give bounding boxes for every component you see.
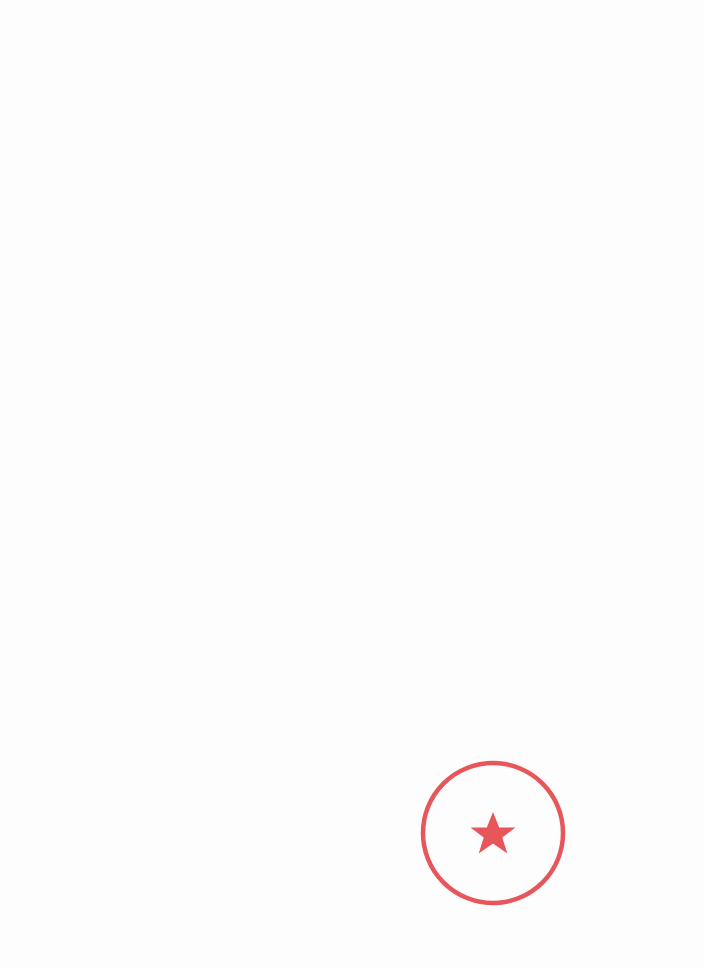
official-seal-icon [418, 758, 568, 908]
